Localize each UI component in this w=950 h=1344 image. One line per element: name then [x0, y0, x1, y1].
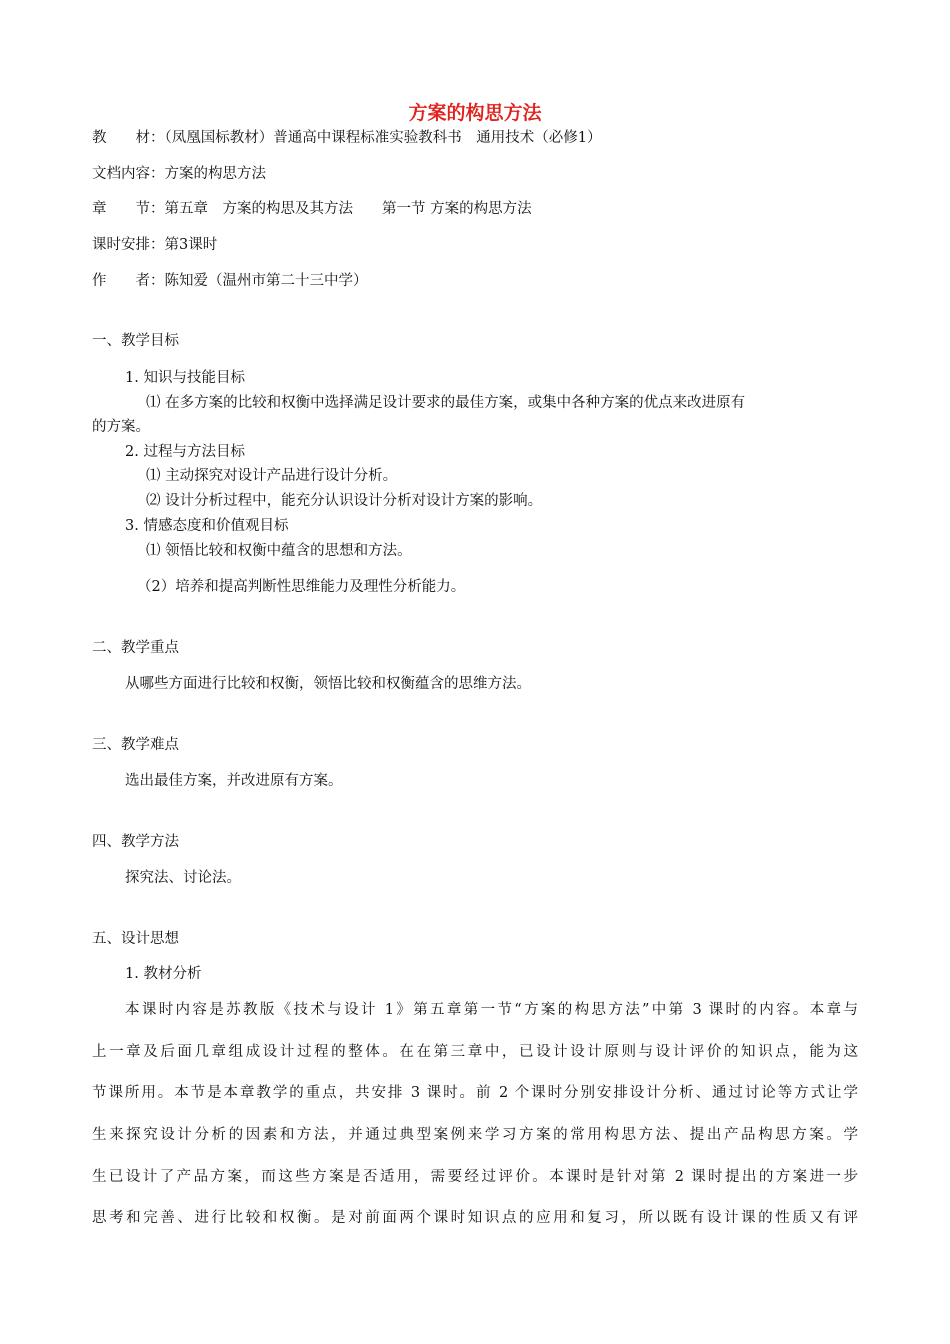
- design-paragraph-line: 思考和完善、进行比较和权衡。是对前面两个课时知识点的应用和复习，所以既有设计课的性质又有评: [92, 1210, 858, 1226]
- goal-1-item-1-line-1: ⑴ 在多方案的比较和权衡中选择满足设计要求的最佳方案，或集中各种方案的优点来改进原有: [146, 395, 746, 411]
- meta-label: 文档内容：: [92, 166, 165, 182]
- goal-2-item-2: ⑵ 设计分析过程中，能充分认识设计分析对设计方案的影响。: [146, 493, 543, 509]
- design-sub-1-title: 1. 教材分析: [125, 966, 202, 982]
- goal-3-title: 3. 情感态度和价值观目标: [125, 518, 289, 534]
- section-heading-methods: 四、教学方法: [92, 834, 179, 850]
- meta-value: 第五章 方案的构思及其方法 第一节 方案的构思方法: [164, 201, 532, 217]
- meta-label: 作 者：: [92, 273, 165, 289]
- meta-chapter: [92, 199, 532, 219]
- meta-label: 课时安排：: [92, 237, 165, 253]
- key-points-text: 从哪些方面进行比较和权衡，领悟比较和权衡蕴含的思维方法。: [125, 676, 531, 692]
- meta-schedule: [92, 235, 217, 255]
- section-heading-key-points: 二、教学重点: [92, 640, 179, 656]
- meta-label: 章 节：: [92, 201, 165, 217]
- meta-value: 第3课时: [164, 237, 218, 253]
- design-paragraph-line: 节课所用。本节是本章教学的重点，共安排 3 课时。前 2 个课时分别安排设计分析、通过讨论等方式让学: [92, 1085, 858, 1101]
- meta-label: 教 材：: [92, 130, 165, 146]
- document-title: 方案的构思方法: [408, 102, 542, 124]
- meta-value: （凤凰国标教材）普通高中课程标准实验教科书 通用技术（必修1）: [164, 130, 602, 146]
- section-heading-difficulties: 三、教学难点: [92, 737, 179, 753]
- section-heading-design: 五、设计思想: [92, 931, 179, 947]
- design-paragraph-line: 本课时内容是苏教版《技术与设计 1》第五章第一节“方案的构思方法”中第 3 课时的内容。本章与: [125, 1002, 858, 1018]
- goal-1-item-1-line-2: 的方案。: [92, 419, 150, 435]
- goal-2-item-1: ⑴ 主动探究对设计产品进行设计分析。: [146, 468, 398, 484]
- goal-2-title: 2. 过程与方法目标: [125, 444, 245, 460]
- meta-textbook: [92, 128, 601, 148]
- section-heading-goals: 一、教学目标: [92, 333, 179, 349]
- meta-value: 方案的构思方法: [164, 166, 266, 182]
- goal-1-title: 1. 知识与技能目标: [125, 370, 245, 386]
- difficulties-text: 选出最佳方案，并改进原有方案。: [125, 773, 343, 789]
- design-paragraph-line: 生已设计了产品方案，而这些方案是否适用，需要经过评价。本课时是针对第 2 课时提出的方案进一步: [92, 1169, 858, 1185]
- meta-content: [92, 164, 266, 184]
- design-paragraph-line: 上一章及后面几章组成设计过程的整体。在在第三章中，已设计设计原则与设计评价的知识点，能为这: [92, 1044, 858, 1060]
- design-paragraph-line: 生来探究设计分析的因素和方法，并通过典型案例来学习方案的常用构思方法、提出产品构思方案。学: [92, 1127, 858, 1143]
- meta-value: 陈知爱（温州市第二十三中学）: [164, 273, 368, 289]
- methods-text: 探究法、讨论法。: [125, 870, 241, 886]
- goal-3-item-2: （2）培养和提高判断性思维能力及理性分析能力。: [137, 579, 466, 595]
- goal-3-item-1: ⑴ 领悟比较和权衡中蕴含的思想和方法。: [146, 543, 412, 559]
- meta-author: [92, 271, 368, 291]
